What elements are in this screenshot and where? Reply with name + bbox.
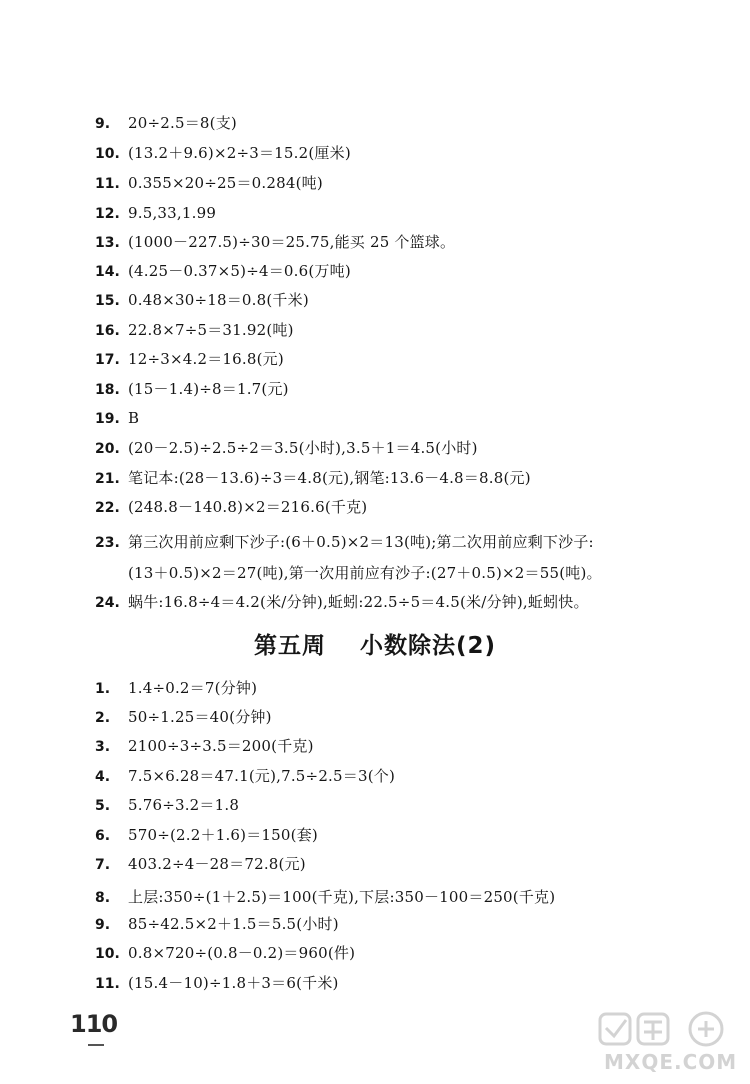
item-text: (13＋0.5)×2＝27(吨),第一次用前应有沙子:(27＋0.5)×2＝55(吨)。 xyxy=(128,564,602,582)
answer-item xyxy=(95,704,720,730)
item-text: B xyxy=(128,409,140,427)
answer-item xyxy=(95,229,720,255)
item-number: 9. xyxy=(95,917,111,933)
answer-item xyxy=(95,346,720,372)
item-text: 570÷(2.2＋1.6)＝150(套) xyxy=(128,826,318,844)
item-text: 50÷1.25＝40(分钟) xyxy=(128,708,272,726)
item-text: 5.76÷3.2＝1.8 xyxy=(128,796,240,814)
answer-item xyxy=(95,435,720,461)
site-watermark xyxy=(596,1008,736,1078)
item-text: (248.8－140.8)×2＝216.6(千克) xyxy=(128,498,368,516)
item-number: 19. xyxy=(95,411,120,427)
answer-item xyxy=(95,733,720,759)
item-number: 14. xyxy=(95,264,120,280)
item-number: 18. xyxy=(95,382,120,398)
item-number: 2. xyxy=(95,710,111,726)
answer-item xyxy=(95,970,720,996)
item-text: 笔记本:(28－13.6)÷3＝4.8(元),钢笔:13.6－4.8＝8.8(元) xyxy=(128,469,531,487)
answer-item xyxy=(95,589,720,615)
answer-item xyxy=(95,465,720,491)
item-number: 3. xyxy=(95,739,111,755)
item-text: 22.8×7÷5＝31.92(吨) xyxy=(128,321,294,339)
item-number: 10. xyxy=(95,146,120,162)
answer-item xyxy=(95,884,720,910)
item-number: 8. xyxy=(95,890,111,906)
answer-item xyxy=(95,494,720,520)
answer-item xyxy=(95,675,720,701)
answer-item xyxy=(95,822,720,848)
item-text: 0.355×20÷25＝0.284(吨) xyxy=(128,174,323,192)
item-text: 9.5,33,1.99 xyxy=(128,204,217,222)
answer-item xyxy=(95,529,720,555)
answer-item xyxy=(95,940,720,966)
answer-item xyxy=(95,792,720,818)
answer-item xyxy=(95,287,720,313)
item-number: 7. xyxy=(95,857,111,873)
item-text: 0.48×30÷18＝0.8(千米) xyxy=(128,291,309,309)
answer-item xyxy=(95,110,720,136)
item-number: 10. xyxy=(95,946,120,962)
item-text: 7.5×6.28＝47.1(元),7.5÷2.5＝3(个) xyxy=(128,767,396,785)
section-heading xyxy=(0,628,750,664)
item-number: 13. xyxy=(95,235,120,251)
item-text: (4.25－0.37×5)÷4＝0.6(万吨) xyxy=(128,262,351,280)
item-number: 23. xyxy=(95,535,120,551)
item-number: 21. xyxy=(95,471,120,487)
item-text: 1.4÷0.2＝7(分钟) xyxy=(128,679,258,697)
item-number: 4. xyxy=(95,769,111,785)
answer-item xyxy=(95,911,720,937)
answer-item xyxy=(95,140,720,166)
item-number: 1. xyxy=(95,681,111,697)
answer-item xyxy=(95,317,720,343)
item-text: (20－2.5)÷2.5÷2＝3.5(小时),3.5＋1＝4.5(小时) xyxy=(128,439,478,457)
answer-item xyxy=(95,376,720,402)
item-text: 0.8×720÷(0.8－0.2)＝960(件) xyxy=(128,944,356,962)
item-number: 11. xyxy=(95,976,120,992)
item-number: 17. xyxy=(95,352,120,368)
page-number-underline xyxy=(88,1044,104,1046)
item-number: 15. xyxy=(95,293,120,309)
item-number: 22. xyxy=(95,500,120,516)
item-text: 12÷3×4.2＝16.8(元) xyxy=(128,350,284,368)
answer-item-continuation xyxy=(128,560,720,586)
item-number: 6. xyxy=(95,828,111,844)
answer-item xyxy=(95,200,720,226)
answer-item xyxy=(95,405,720,431)
watermark-text: MXQE.COM xyxy=(604,1050,738,1074)
item-number: 20. xyxy=(95,441,120,457)
week-title: 第五周 xyxy=(253,633,326,659)
answer-item xyxy=(95,170,720,196)
item-text: 蜗牛:16.8÷4＝4.2(米/分钟),蚯蚓:22.5÷5＝4.5(米/分钟),蚯蚓快。 xyxy=(128,593,589,611)
item-text: 2100÷3÷3.5＝200(千克) xyxy=(128,737,314,755)
answer-item xyxy=(95,763,720,789)
item-text: (15.4－10)÷1.8＋3＝6(千米) xyxy=(128,974,339,992)
topic-title: 小数除法(2) xyxy=(359,633,497,659)
item-text: 上层:350÷(1＋2.5)＝100(千克),下层:350－100＝250(千克) xyxy=(128,888,556,906)
item-text: 403.2÷4－28＝72.8(元) xyxy=(128,855,306,873)
item-text: (1000－227.5)÷30＝25.75,能买 25 个篮球。 xyxy=(128,233,456,251)
answer-item xyxy=(95,851,720,877)
item-text: (15－1.4)÷8＝1.7(元) xyxy=(128,380,289,398)
page-number: 110 xyxy=(70,1010,118,1038)
item-number: 12. xyxy=(95,206,120,222)
item-text: 第三次用前应剩下沙子:(6＋0.5)×2＝13(吨);第二次用前应剩下沙子: xyxy=(128,533,594,551)
item-number: 5. xyxy=(95,798,111,814)
item-text: 20÷2.5＝8(支) xyxy=(128,114,237,132)
item-number: 9. xyxy=(95,116,111,132)
item-text: (13.2＋9.6)×2÷3＝15.2(厘米) xyxy=(128,144,351,162)
item-number: 16. xyxy=(95,323,120,339)
answer-item xyxy=(95,258,720,284)
item-number: 24. xyxy=(95,595,120,611)
item-number: 11. xyxy=(95,176,120,192)
answer-site-logo-icon xyxy=(596,1008,736,1050)
item-text: 85÷42.5×2＋1.5＝5.5(小时) xyxy=(128,915,339,933)
